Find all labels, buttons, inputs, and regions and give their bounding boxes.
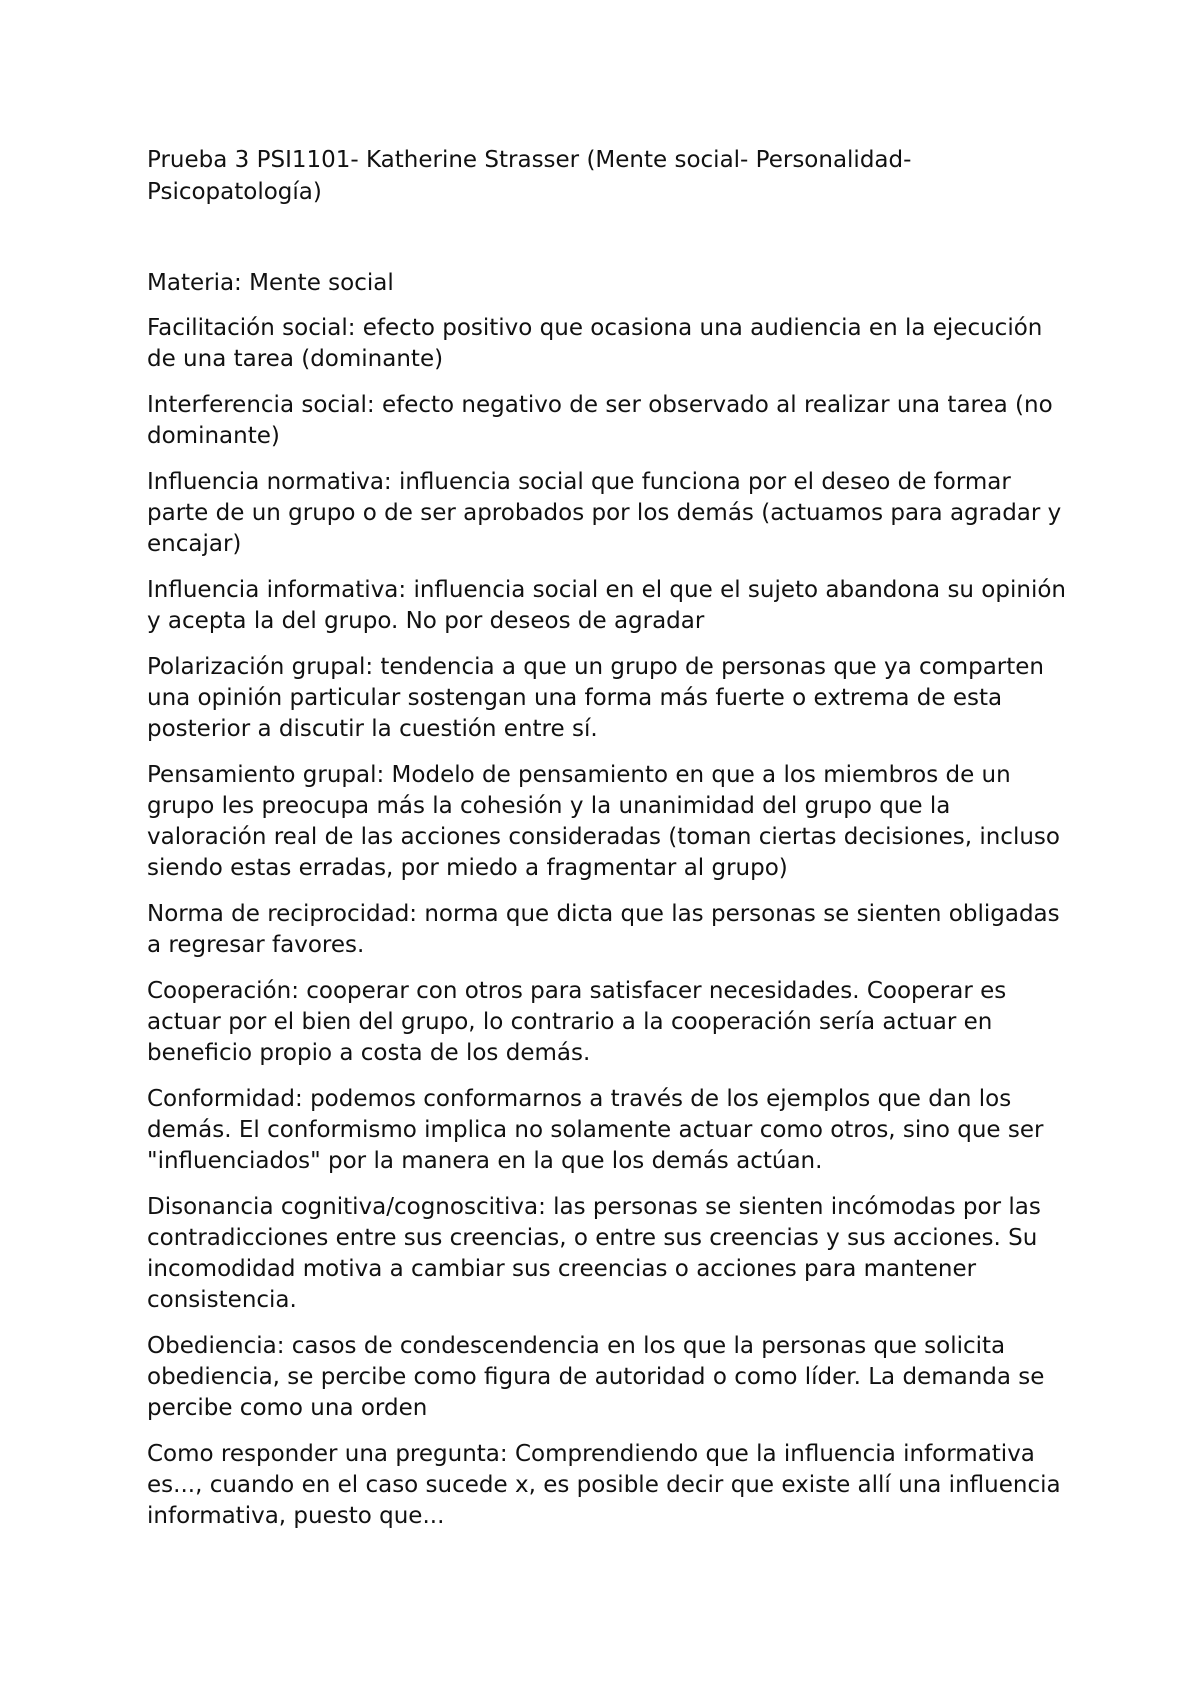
paragraph-group-polarization: Polarización grupal: tendencia a que un grupo de personas que ya comparten una opinión particular sostengan una forma más fuerte o extrema de esta posterior a discutir la cuestión entre sí.	[147, 654, 1044, 742]
subject-line: Materia: Mente social	[147, 270, 394, 296]
paragraph-normative-influence: Influencia normativa: influencia social que funciona por el deseo de formar parte de un grupo o de ser aprobados por los demás (actuamos para agradar y encajar)	[147, 469, 1062, 557]
document-page	[147, 144, 1077, 1547]
paragraph-how-to-answer: Como responder una pregunta: Comprendiendo que la influencia informativa es..., cuando en el caso sucede x, es posible decir que existe allí una influencia informativa, puesto que...	[147, 1441, 1061, 1529]
paragraph-groupthink: Pensamiento grupal: Modelo de pensamiento en que a los miembros de un grupo les preocupa más la cohesión y la unanimidad del grupo que la valoración real de las acciones consideradas (toman ciertas decisiones, incluso siendo estas erradas, por miedo a fragmentar al grupo)	[147, 762, 1060, 881]
paragraph-social-interference: Interferencia social: efecto negativo de ser observado al realizar una tarea (no dominante)	[147, 392, 1053, 449]
paragraph-informational-influence: Influencia informativa: influencia social en el que el sujeto abandona su opinión y acepta la del grupo. No por deseos de agradar	[147, 577, 1066, 634]
document-title: Prueba 3 PSI1101- Katherine Strasser (Mente social- Personalidad- Psicopatología)	[147, 147, 912, 205]
paragraph-cognitive-dissonance: Disonancia cognitiva/cognoscitiva: las personas se sienten incómodas por las contradicciones entre sus creencias, o entre sus creencias y sus acciones. Su incomodidad motiva a cambiar sus creencias o acciones para mantener consistencia.	[147, 1194, 1041, 1313]
paragraph-cooperation: Cooperación: cooperar con otros para satisfacer necesidades. Cooperar es actuar por el bien del grupo, lo contrario a la cooperación sería actuar en beneficio propio a costa de los demás.	[147, 978, 1007, 1066]
paragraph-social-facilitation: Facilitación social: efecto positivo que ocasiona una audiencia en la ejecución de una tarea (dominante)	[147, 315, 1043, 372]
paragraph-obedience: Obediencia: casos de condescendencia en los que la personas que solicita obediencia, se percibe como figura de autoridad o como líder. La demanda se percibe como una orden	[147, 1333, 1045, 1421]
paragraph-conformity: Conformidad: podemos conformarnos a través de los ejemplos que dan los demás. El conformismo implica no solamente actuar como otros, sino que ser "influenciados" por la manera en la que los demás actúan.	[147, 1086, 1044, 1174]
paragraph-reciprocity-norm: Norma de reciprocidad: norma que dicta que las personas se sienten obligadas a regresar favores.	[147, 901, 1060, 958]
